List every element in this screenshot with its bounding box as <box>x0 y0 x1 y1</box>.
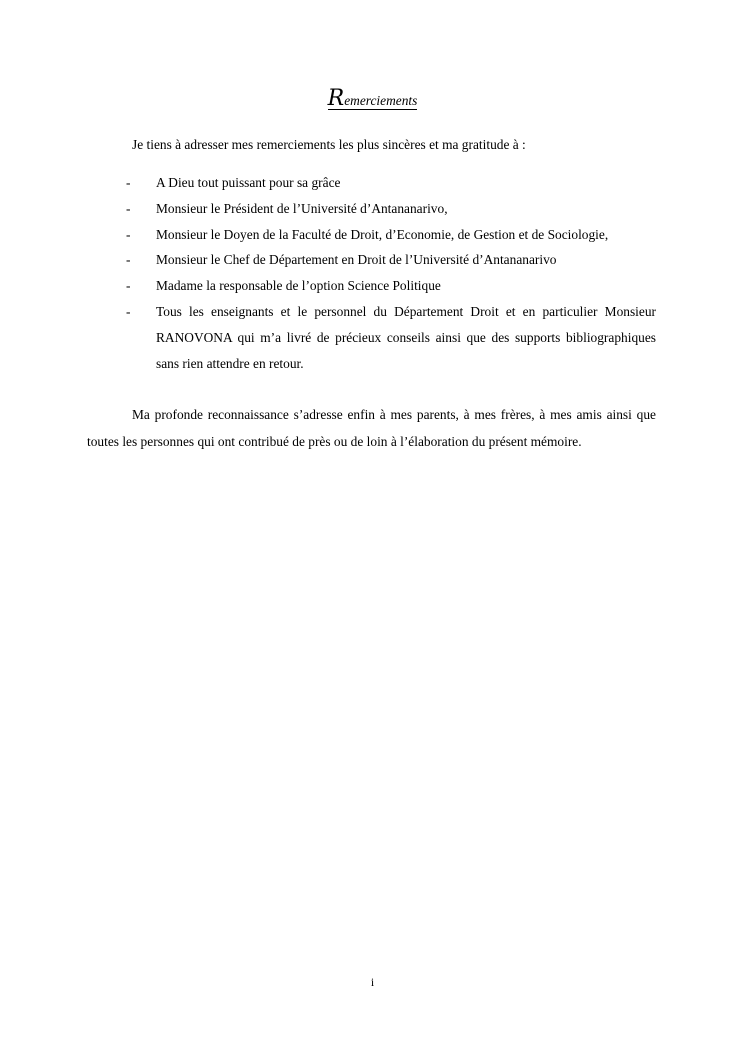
list-item <box>126 299 656 376</box>
title-rest: emerciements <box>344 93 418 108</box>
closing-paragraph: Ma profonde reconnaissance s’adresse enfin à mes parents, à mes frères, à mes amis ainsi que toutes les personnes qui ont contribué de près ou de loin à l’élaboration du présent mémoire. <box>87 407 656 449</box>
page-number: i <box>370 975 375 989</box>
bullet-dash: - <box>126 175 131 190</box>
bullet-dash: - <box>126 200 131 216</box>
list-item <box>126 196 656 222</box>
acknowledgement-list <box>126 170 656 376</box>
list-item <box>126 247 656 273</box>
list-item-text: Monsieur le Doyen de la Faculté de Droit, d’Economie, de Gestion et de Sociologie, <box>156 226 609 242</box>
list-item-text: Monsieur le Chef de Département en Droit de l’Université d’Antananarivo <box>156 252 557 268</box>
list-item <box>126 222 656 248</box>
intro-paragraph: Je tiens à adresser mes remerciements les plus sincères et ma gratitude à : <box>132 137 526 152</box>
title-initial: R <box>327 86 345 111</box>
bullet-dash: - <box>126 226 131 242</box>
list-item <box>126 170 656 196</box>
bullet-dash: - <box>126 278 131 294</box>
bullet-dash: - <box>126 303 131 319</box>
list-item-text: Tous les enseignants et le personnel du Département Droit et en particulier Monsieur RANOVONA qui m’a livré de précieux conseils ainsi que des supports bibliographiques sans rien attendre en retour. <box>156 303 656 371</box>
list-item <box>126 273 656 299</box>
bullet-dash: - <box>126 252 131 268</box>
list-item-text: A Dieu tout puissant pour sa grâce <box>156 175 341 190</box>
list-item-text: Monsieur le Président de l’Université d’Antananarivo, <box>156 200 448 216</box>
page-title <box>0 88 745 110</box>
list-item-text: Madame la responsable de l’option Science Politique <box>156 278 441 294</box>
title-underline <box>327 86 418 111</box>
